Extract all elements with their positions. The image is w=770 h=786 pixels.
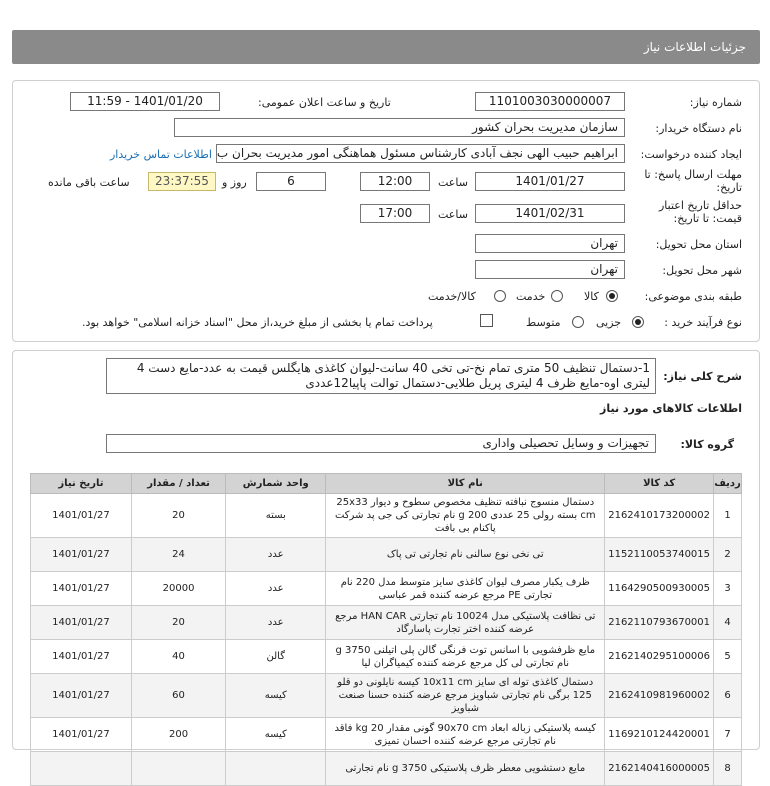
deadline-time-field[interactable]: 12:00: [360, 172, 430, 191]
treasury-payment-checkbox[interactable]: [480, 314, 493, 327]
row-number: 7: [714, 718, 742, 752]
col-quantity: تعداد / مقدار: [131, 474, 225, 494]
item-need-date: 1401/01/27: [31, 494, 132, 538]
category-goods-label: کالا: [584, 290, 599, 303]
item-quantity: 60: [131, 674, 225, 718]
days-label: روز و: [222, 176, 247, 189]
announce-label: تاریخ و ساعت اعلان عمومی:: [258, 96, 391, 109]
contact-info-link[interactable]: اطلاعات تماس خریدار: [110, 148, 212, 161]
process-medium-label: متوسط: [526, 316, 561, 329]
col-item-code: کد کالا: [605, 474, 714, 494]
need-number-label: شماره نیاز:: [689, 96, 742, 109]
item-code: 2162140295100006: [605, 640, 714, 674]
creator-field[interactable]: ابراهیم حبیب الهی نجف آبادی کارشناس مسئول هماهنگی امور مدیریت بحران ب: [216, 144, 625, 163]
deadline-label-date: تاریخ:: [716, 181, 742, 194]
page-title: جزئیات اطلاعات نیاز: [12, 30, 760, 64]
category-service-label: خدمت: [516, 290, 546, 303]
item-need-date: 1401/01/27: [31, 640, 132, 674]
table-row[interactable]: [31, 538, 742, 572]
table-header-row: [31, 474, 742, 494]
col-row-number: ردیف: [714, 474, 742, 494]
item-need-date: 1401/01/27: [31, 718, 132, 752]
item-quantity: 20000: [131, 572, 225, 606]
category-service-radio[interactable]: [551, 290, 563, 302]
item-code: 1164290500930005: [605, 572, 714, 606]
item-code: 1152110053740015: [605, 538, 714, 572]
item-need-date: 1401/01/27: [31, 572, 132, 606]
item-unit: کیسه: [226, 718, 326, 752]
goods-table: [30, 473, 742, 786]
table-row[interactable]: [31, 674, 742, 718]
col-need-date: تاریخ نیاز: [31, 474, 132, 494]
announce-field[interactable]: 1401/01/20 - 11:59: [70, 92, 220, 111]
category-goods-radio[interactable]: [606, 290, 618, 302]
item-quantity: 40: [131, 640, 225, 674]
goods-section-title: اطلاعات کالاهای مورد نیاز: [600, 402, 742, 415]
days-field[interactable]: 6: [256, 172, 326, 191]
item-unit: [226, 752, 326, 786]
city-field[interactable]: تهران: [475, 260, 625, 279]
row-number: 6: [714, 674, 742, 718]
item-name: مایع ظرفشویی با اسانس توت فرنگی گالن پلی اتیلنی 3750 g نام تجارتی لی کل مرجع عرضه کننده کیمیاگران لیا: [326, 640, 605, 674]
treasury-payment-note: پرداخت تمام یا بخشی از مبلغ خرید،از محل "اسناد خزانه اسلامی" خواهد بود.: [82, 316, 433, 329]
item-unit: عدد: [226, 572, 326, 606]
col-unit: واحد شمارش: [226, 474, 326, 494]
deadline-label: مهلت ارسال پاسخ: تا: [644, 168, 742, 181]
item-name: کیسه پلاستیکی زباله ابعاد 90x70 cm گونی مقدار 20 kg فاقد نام تجارتی مرجع عرضه کننده احسان تمیزی: [326, 718, 605, 752]
col-item-name: نام کالا: [326, 474, 605, 494]
item-code: 2162110793670001: [605, 606, 714, 640]
process-minor-label: جزیی: [596, 316, 622, 329]
table-row[interactable]: [31, 606, 742, 640]
table-row[interactable]: [31, 572, 742, 606]
row-number: 5: [714, 640, 742, 674]
process-medium-radio[interactable]: [572, 316, 584, 328]
countdown-timer: 23:37:55: [148, 172, 216, 191]
row-number: 4: [714, 606, 742, 640]
row-number: 8: [714, 752, 742, 786]
validity-time-field[interactable]: 17:00: [360, 204, 430, 223]
deadline-time-label: ساعت: [438, 176, 468, 189]
description-label: شرح کلی نیاز:: [663, 370, 742, 383]
province-field[interactable]: تهران: [475, 234, 625, 253]
category-label: طبقه بندی موضوعی:: [644, 290, 742, 303]
table-row[interactable]: [31, 718, 742, 752]
item-code: 2162410981960002: [605, 674, 714, 718]
table-row[interactable]: [31, 640, 742, 674]
item-name: دستمال منسوج نبافته تنظیف مخصوص سطوح و دیوار 25x33 cm بسته رولی 25 عددی 200 g نام تجارتی کی جی پد شرکت پاکنام بی بافت: [326, 494, 605, 538]
item-name: ظرف یکبار مصرف لیوان کاغذی سایز متوسط مدل 220 نام تجارتی PE مرجع عرضه کننده قمر عباسی: [326, 572, 605, 606]
item-unit: عدد: [226, 606, 326, 640]
item-code: 2162410173200002: [605, 494, 714, 538]
table-row[interactable]: [31, 752, 742, 786]
goods-group-label: گروه کالا:: [680, 438, 734, 451]
row-number: 1: [714, 494, 742, 538]
item-quantity: 24: [131, 538, 225, 572]
item-unit: عدد: [226, 538, 326, 572]
creator-label: ایجاد کننده درخواست:: [640, 148, 742, 161]
item-code: 2162140416000005: [605, 752, 714, 786]
item-need-date: 1401/01/27: [31, 538, 132, 572]
row-number: 2: [714, 538, 742, 572]
process-minor-radio[interactable]: [632, 316, 644, 328]
item-need-date: [31, 752, 132, 786]
validity-label: حداقل تاریخ اعتبار: [658, 199, 742, 212]
deadline-date-field[interactable]: 1401/01/27: [475, 172, 625, 191]
table-row[interactable]: [31, 494, 742, 538]
need-number-field[interactable]: 1101003030000007: [475, 92, 625, 111]
item-unit: بسته: [226, 494, 326, 538]
category-both-label: کالا/خدمت: [428, 290, 476, 303]
validity-label-date: قیمت: تا تاریخ:: [673, 212, 742, 225]
category-both-radio[interactable]: [494, 290, 506, 302]
item-need-date: 1401/01/27: [31, 606, 132, 640]
item-name: دستمال کاغذی توله ای سایز 10x11 cm کیسه نایلونی دو قلو 125 برگی نام تجارتی شباویز مرجع عرضه کننده حسنا صنعت شباویز: [326, 674, 605, 718]
item-quantity: 20: [131, 494, 225, 538]
buyer-org-label: نام دستگاه خریدار:: [655, 122, 742, 135]
item-need-date: 1401/01/27: [31, 674, 132, 718]
item-name: تی نخی نوع سالنی نام تجارتی تی پاک: [326, 538, 605, 572]
item-quantity: 20: [131, 606, 225, 640]
item-quantity: 200: [131, 718, 225, 752]
item-name: مایع دستشویی معطر ظرف پلاستیکی 3750 g نام تجارتی: [326, 752, 605, 786]
item-code: 1169210124420001: [605, 718, 714, 752]
remaining-label: ساعت باقی مانده: [48, 176, 130, 189]
validity-time-label: ساعت: [438, 208, 468, 221]
validity-date-field[interactable]: 1401/02/31: [475, 204, 625, 223]
goods-group-field[interactable]: تجهیزات و وسایل تحصیلی واداری: [106, 434, 656, 453]
item-quantity: [131, 752, 225, 786]
item-name: تی نظافت پلاستیکی مدل 10024 نام تجارتی HAN CAR مرجع عرضه کننده اختر تجارت پاسارگاد: [326, 606, 605, 640]
description-text: 1-دستمال تنظیف 50 متری تمام نخ-تی تخی 40 سانت-لیوان کاغذی هایگلس قیمت به عدد-مایع دست 4 لیتری اوه-مایع ظرف 4 لیتری پریل طلایی-دستمال توالت پاپیا12عددی: [106, 358, 656, 394]
province-label: استان محل تحویل:: [655, 238, 742, 251]
process-label: نوع فرآیند خرید :: [664, 316, 742, 329]
item-unit: گالن: [226, 640, 326, 674]
buyer-org-field[interactable]: سازمان مدیریت بحران کشور: [174, 118, 625, 137]
item-unit: کیسه: [226, 674, 326, 718]
row-number: 3: [714, 572, 742, 606]
city-label: شهر محل تحویل:: [662, 264, 742, 277]
